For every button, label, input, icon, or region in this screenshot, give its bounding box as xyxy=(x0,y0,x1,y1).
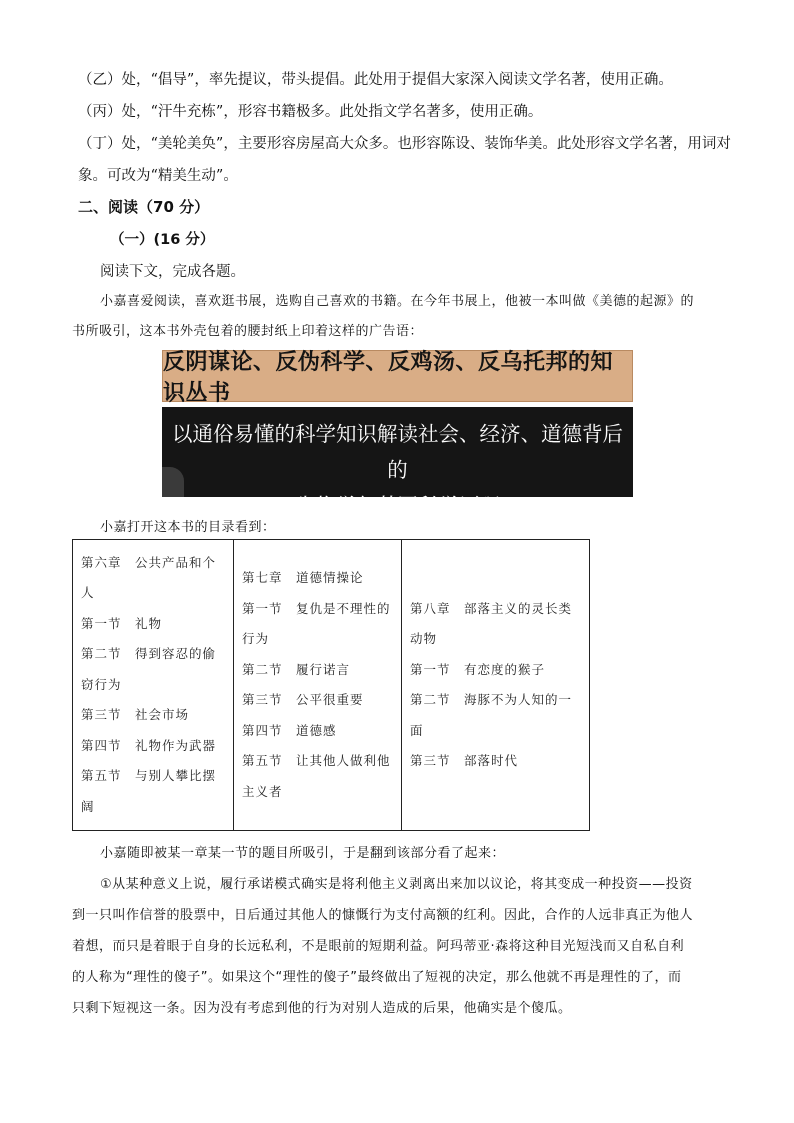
toc-entry: 人 xyxy=(81,585,95,601)
toc-entry: 第一节 复仇是不理性的 xyxy=(242,600,391,616)
passage-line-1: ①从某种意义上说，履行承诺模式确实是将利他主义剥离出来加以议论，将其变成一种投资——投资 xyxy=(100,877,693,892)
toc-entry: 主义者 xyxy=(242,783,283,799)
toc-entry: 行为 xyxy=(242,631,270,646)
toc-entry: 面 xyxy=(410,722,424,738)
toc-entry: 第一节 有恋度的猴子 xyxy=(410,661,546,677)
intro-line-2: 书所吸引，这本书外壳包着的腰封纸上印着这样的广告语： xyxy=(72,324,424,339)
ad-banner-top xyxy=(162,350,633,406)
answer-note-bing: （丙）处，“汗牛充栋”，形容书籍极多。此处指文学名著多，使用正确。 xyxy=(78,104,543,120)
toc-entry: 第二节 履行诺言 xyxy=(242,661,351,677)
toc-entry: 第三节 公平很重要 xyxy=(242,692,364,707)
section-title: 二、阅读（70 分） xyxy=(78,198,210,216)
toc-entry: 窃行为 xyxy=(81,676,122,692)
passage-line-2: 到一只叫作信誉的股票中，日后通过其他人的慷慨行为支付高额的红利。因此，合作的人远非真正为他人 xyxy=(72,908,694,923)
toc-entry: 阔 xyxy=(81,798,95,814)
ad-banner-bottom-line-2: 生物学与基因科学原理 xyxy=(295,494,500,518)
toc-entry: 第六章 公共产品和个 xyxy=(81,554,217,570)
banner-shadow-shape xyxy=(162,467,184,497)
toc-entry: 第七章 道德情操论 xyxy=(242,570,364,585)
subsection-title: （一）(16 分） xyxy=(110,232,215,248)
toc-entry: 第五节 让其他人做利他 xyxy=(242,753,391,768)
passage-line-3: 着想，而只是着眼于自身的长远私利，不是眼前的短期利益。阿玛蒂亚·森将这种目光短浅而又自私自利 xyxy=(72,939,685,954)
toc-entry: 第一节 礼物 xyxy=(81,615,163,631)
toc-intro: 小嘉打开这本书的目录看到： xyxy=(100,520,276,535)
intro-line-1: 小嘉喜爱阅读，喜欢逛书展，选购自己喜欢的书籍。在今年书展上，他被一本叫做《美德的起源》的 xyxy=(100,294,695,309)
toc-column-chapter-6 xyxy=(73,540,234,831)
toc-table xyxy=(72,539,590,831)
toc-entry: 第四节 道德感 xyxy=(242,722,337,738)
toc-entry: 动物 xyxy=(410,631,438,646)
ad-banner-top-text: 反阴谋论、反伪科学、反鸡汤、反乌托邦的知识丛书 xyxy=(163,350,614,406)
toc-column-chapter-7 xyxy=(234,540,402,831)
ad-banner-bottom-line-1: 以通俗易懂的科学知识解读社会、经济、道德背后的 xyxy=(172,422,623,482)
ad-banner-bottom xyxy=(162,407,633,518)
toc-entry: 第四节 礼物作为武器 xyxy=(81,737,217,753)
toc-entry: 第三节 部落时代 xyxy=(410,753,519,768)
passage-line-4: 的人称为“理性的傻子”。如果这个“理性的傻子”最终做出了短视的决定，那么他就不再是理性的了，而 xyxy=(72,970,682,985)
instruction: 阅读下文，完成各题。 xyxy=(100,264,245,280)
toc-entry: 第三节 社会市场 xyxy=(81,707,190,723)
toc-column-chapter-8 xyxy=(402,540,590,831)
after-toc-text: 小嘉随即被某一章某一节的题目所吸引，于是翻到该部分看了起来： xyxy=(100,846,506,861)
answer-note-yi: （乙）处，“倡导”，率先提议，带头提倡。此处用于提倡大家深入阅读文学名著，使用正确。 xyxy=(78,72,673,88)
answer-note-ding-cont: 象。可改为“精美生动”。 xyxy=(78,168,238,184)
passage-line-5: 只剩下短视这一条。因为没有考虑到他的行为对别人造成的后果，他确实是个傻瓜。 xyxy=(72,1001,572,1016)
answer-note-ding: （丁）处，“美轮美奂”，主要形容房屋高大众多。也形容陈设、装饰华美。此处形容文学名著，用词对 xyxy=(78,136,731,152)
toc-entry: 第八章 部落主义的灵长类 xyxy=(410,600,573,616)
toc-entry: 第二节 得到容忍的偷 xyxy=(81,646,217,662)
toc-entry: 第二节 海豚不为人知的一 xyxy=(410,692,573,707)
toc-entry: 第五节 与别人攀比摆 xyxy=(81,768,217,784)
